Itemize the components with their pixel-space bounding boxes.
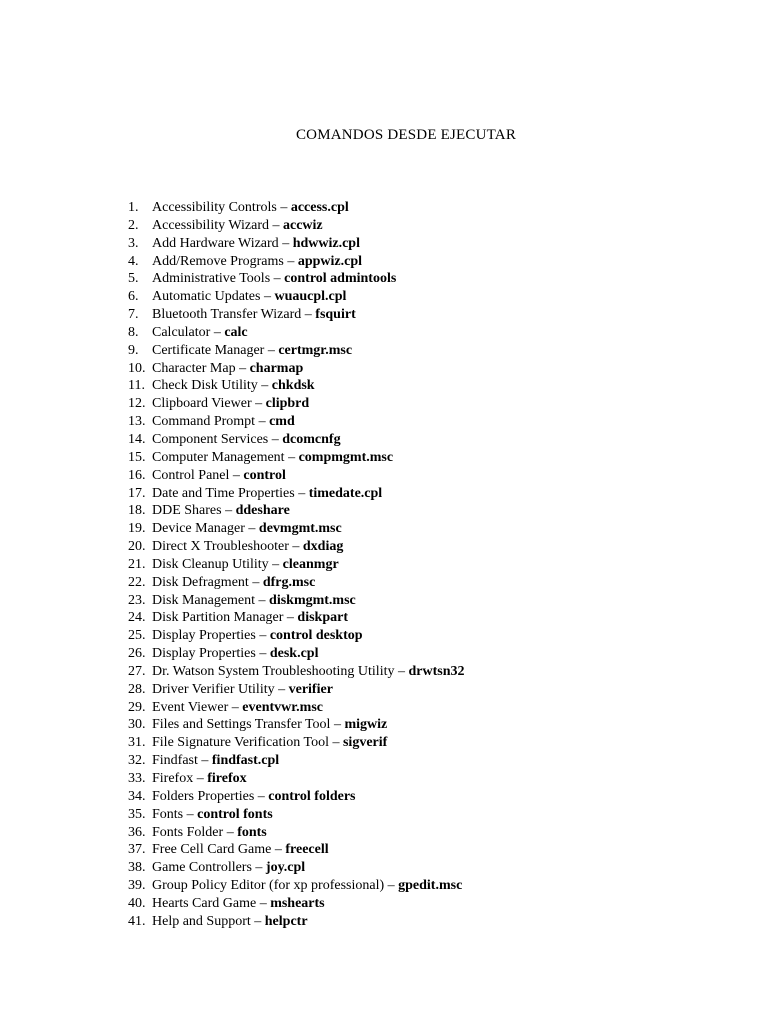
list-item-label: Dr. Watson System Troubleshooting Utility	[152, 663, 395, 679]
list-item	[128, 538, 465, 556]
list-item-number: 34.	[128, 788, 146, 804]
list-item-command: diskmgmt.msc	[269, 592, 356, 608]
list-item-separator: –	[197, 753, 212, 769]
list-item-command: clipbrd	[265, 396, 310, 412]
list-item-command: eventvwr.msc	[242, 699, 324, 715]
list-item-number: 7.	[128, 307, 139, 323]
list-item-number: 27.	[128, 663, 146, 679]
list-item-label: Command Prompt	[152, 414, 256, 430]
list-item-command: certmgr.msc	[278, 342, 353, 358]
list-item	[128, 841, 465, 859]
page-title: COMANDOS DESDE EJECUTAR	[295, 127, 517, 143]
list-item-number: 22.	[128, 574, 146, 590]
list-item-label: Hearts Card Game	[152, 895, 257, 911]
list-item-separator: –	[283, 610, 298, 626]
list-item-label: Disk Defragment	[152, 574, 249, 590]
list-item	[128, 270, 465, 288]
list-item-separator: –	[210, 324, 225, 340]
list-item-separator: –	[268, 217, 283, 233]
list-item-number: 12.	[128, 396, 146, 412]
list-item-separator: –	[283, 253, 298, 269]
list-item-command: calc	[224, 324, 248, 340]
list-item-label: DDE Shares	[152, 503, 222, 519]
list-item-label: Accessibility Controls	[152, 200, 277, 215]
list-item-command: dfrg.msc	[262, 574, 316, 590]
list-item-separator: –	[328, 735, 343, 751]
list-item-number: 10.	[128, 360, 146, 376]
list-item	[128, 716, 465, 734]
list-item-command: fsquirt	[315, 307, 356, 323]
list-item-number: 30.	[128, 717, 146, 733]
list-item	[128, 467, 465, 485]
list-item-command: gpedit.msc	[398, 878, 463, 894]
list-item-label: Control Panel	[152, 467, 230, 483]
list-item-separator: –	[183, 806, 198, 822]
list-item-separator: –	[255, 414, 270, 430]
list-item-number: 3.	[128, 235, 139, 251]
list-item-separator: –	[255, 646, 270, 662]
list-item-label: Free Cell Card Game	[152, 842, 272, 858]
list-item-number: 24.	[128, 610, 146, 626]
list-item-separator: –	[288, 539, 303, 555]
list-item-separator: –	[256, 895, 271, 911]
list-item-separator: –	[257, 378, 272, 394]
list-item	[128, 253, 465, 271]
list-item-number: 18.	[128, 503, 146, 519]
list-item-label: Driver Verifier Utility	[152, 681, 275, 697]
list-item-label: Administrative Tools	[152, 271, 271, 287]
list-item-number: 14.	[128, 431, 146, 447]
list-item-label: Automatic Updates	[152, 289, 261, 305]
list-item	[128, 788, 465, 806]
list-item-label: Group Policy Editor (for xp professional)	[152, 878, 385, 894]
list-item	[128, 413, 465, 431]
list-item	[128, 645, 465, 663]
list-item-separator: –	[394, 663, 409, 679]
list-item-command: sigverif	[342, 735, 388, 751]
list-item	[128, 681, 465, 699]
list-item-label: Accessibility Wizard	[152, 217, 269, 233]
list-item-separator: –	[264, 342, 279, 358]
list-item-separator: –	[251, 860, 266, 876]
list-item	[128, 770, 465, 788]
list-item-number: 38.	[128, 860, 146, 876]
list-item-command: charmap	[249, 360, 304, 376]
list-item-separator: –	[271, 842, 286, 858]
list-item-label: Date and Time Properties	[152, 485, 295, 501]
list-item-command: chkdsk	[271, 378, 315, 394]
list-item	[128, 324, 465, 342]
list-item-number: 13.	[128, 414, 146, 430]
list-item	[128, 663, 465, 681]
list-item	[128, 449, 465, 467]
list-item-label: Direct X Troubleshooter	[152, 539, 289, 555]
list-item	[128, 859, 465, 877]
list-item	[128, 360, 465, 378]
list-item-separator: –	[330, 717, 345, 733]
list-item-number: 11.	[128, 378, 145, 394]
list-item-separator: –	[268, 431, 283, 447]
list-item	[128, 609, 465, 627]
list-item-number: 29.	[128, 699, 146, 715]
list-item	[128, 431, 465, 449]
list-item-number: 9.	[128, 342, 139, 358]
list-item-number: 31.	[128, 735, 146, 751]
list-item-separator: –	[235, 360, 250, 376]
list-item-number: 39.	[128, 878, 146, 894]
list-item-number: 23.	[128, 592, 146, 608]
list-item	[128, 592, 465, 610]
list-item-number: 26.	[128, 646, 146, 662]
list-item-label: Display Properties	[152, 628, 256, 644]
list-item	[128, 199, 465, 217]
list-item-separator: –	[254, 788, 269, 804]
list-item-label: Add Hardware Wizard	[152, 235, 279, 251]
list-item-number: 40.	[128, 895, 146, 911]
list-item	[128, 556, 465, 574]
list-item-separator: –	[221, 503, 236, 519]
list-item-command: findfast.cpl	[211, 753, 280, 769]
list-item-label: Bluetooth Transfer Wizard	[152, 307, 302, 323]
list-item-command: control desktop	[269, 628, 363, 644]
list-item-number: 41.	[128, 913, 146, 929]
list-item	[128, 377, 465, 395]
list-item	[128, 235, 465, 253]
list-item-command: verifier	[288, 681, 333, 697]
list-item-separator: –	[255, 592, 270, 608]
list-item-command: timedate.cpl	[308, 485, 383, 501]
list-item-number: 28.	[128, 681, 146, 697]
list-item	[128, 824, 465, 842]
list-item-label: Disk Cleanup Utility	[152, 556, 269, 572]
list-item-number: 5.	[128, 271, 139, 287]
list-item-number: 1.	[128, 200, 139, 215]
list-item-number: 8.	[128, 324, 139, 340]
list-item-command: firefox	[207, 771, 247, 786]
list-item	[128, 627, 465, 645]
list-item-command: dxdiag	[302, 539, 344, 555]
list-item-label: File Signature Verification Tool	[152, 735, 329, 751]
list-item-separator: –	[251, 396, 266, 412]
list-item-label: Add/Remove Programs	[152, 253, 284, 269]
list-item-command: control admintools	[284, 271, 397, 287]
list-item-separator: –	[255, 628, 270, 644]
list-item-number: 15.	[128, 449, 146, 465]
list-item-number: 19.	[128, 521, 146, 537]
list-item	[128, 574, 465, 592]
list-item	[128, 913, 465, 931]
list-item	[128, 395, 465, 413]
list-item-label: Firefox	[152, 771, 194, 786]
list-item-separator: –	[268, 556, 283, 572]
list-item-command: compmgmt.msc	[298, 449, 394, 465]
list-item-command: control	[243, 467, 286, 483]
list-item-separator: –	[301, 307, 316, 323]
list-item-label: Disk Management	[152, 592, 256, 608]
list-item-label: Computer Management	[152, 449, 285, 465]
list-item	[128, 877, 465, 895]
list-item-label: Help and Support	[152, 913, 251, 929]
list-item	[128, 485, 465, 503]
list-item-number: 21.	[128, 556, 146, 572]
list-item-number: 25.	[128, 628, 146, 644]
list-item-separator: –	[260, 289, 275, 305]
list-item-separator: –	[229, 467, 244, 483]
list-item-label: Fonts Folder	[152, 824, 224, 840]
list-item-label: Files and Settings Transfer Tool	[152, 717, 331, 733]
list-item-separator: –	[284, 449, 299, 465]
list-item	[128, 895, 465, 913]
list-item-label: Fonts	[152, 806, 184, 822]
list-item-command: dcomcnfg	[282, 431, 341, 447]
list-item-number: 35.	[128, 806, 146, 822]
list-item-command: drwtsn32	[408, 663, 465, 679]
list-item-command: ddeshare	[235, 503, 290, 519]
list-item-separator: –	[228, 699, 243, 715]
list-item-label: Calculator	[152, 324, 211, 340]
list-item-command: appwiz.cpl	[297, 253, 363, 269]
list-item-separator: –	[250, 913, 265, 929]
list-item	[128, 520, 465, 538]
list-item-label: Disk Partition Manager	[152, 610, 284, 626]
list-item-command: freecell	[285, 842, 329, 858]
list-item	[128, 806, 465, 824]
list-item-label: Check Disk Utility	[152, 378, 258, 394]
command-list	[128, 199, 465, 931]
list-item-number: 2.	[128, 217, 139, 233]
list-item-separator: –	[274, 681, 289, 697]
list-item-command: wuaucpl.cpl	[274, 289, 347, 305]
list-item-number: 32.	[128, 753, 146, 769]
list-item-number: 4.	[128, 253, 139, 269]
list-item-label: Character Map	[152, 360, 236, 376]
list-item-separator: –	[270, 271, 285, 287]
list-item-label: Game Controllers	[152, 860, 252, 876]
list-item-command: control fonts	[197, 806, 273, 822]
list-item	[128, 502, 465, 520]
list-item-number: 16.	[128, 467, 146, 483]
list-item	[128, 752, 465, 770]
list-item-command: desk.cpl	[269, 646, 319, 662]
list-item-separator: –	[248, 574, 263, 590]
list-item-number: 6.	[128, 289, 139, 305]
list-item-label: Device Manager	[152, 521, 245, 537]
list-item-number: 36.	[128, 824, 146, 840]
list-item-separator: –	[294, 485, 309, 501]
list-item-label: Folders Properties	[152, 788, 255, 804]
list-item-separator: –	[278, 235, 293, 251]
list-item-command: fonts	[237, 824, 267, 840]
list-item-command: helpctr	[264, 913, 308, 929]
list-item-number: 17.	[128, 485, 146, 501]
list-item-separator: –	[276, 200, 291, 215]
list-item-command: accwiz	[282, 217, 323, 233]
list-item-command: control folders	[268, 788, 356, 804]
list-item-label: Event Viewer	[152, 699, 229, 715]
list-item	[128, 306, 465, 324]
list-item-label: Certificate Manager	[152, 342, 265, 358]
list-item-number: 33.	[128, 771, 146, 786]
list-item	[128, 342, 465, 360]
list-item-command: hdwwiz.cpl	[292, 235, 360, 251]
list-item-number: 37.	[128, 842, 146, 858]
list-item-label: Component Services	[152, 431, 269, 447]
list-item-command: devmgmt.msc	[258, 521, 342, 537]
list-item-separator: –	[223, 824, 238, 840]
list-item-command: diskpart	[297, 610, 348, 626]
list-item-number: 20.	[128, 539, 146, 555]
list-item-command: migwiz	[344, 717, 388, 733]
list-item-command: mshearts	[270, 895, 325, 911]
list-item-label: Clipboard Viewer	[152, 396, 252, 412]
list-item-label: Findfast	[152, 753, 198, 769]
list-item-separator: –	[384, 878, 399, 894]
list-item-label: Display Properties	[152, 646, 256, 662]
list-item-command: access.cpl	[290, 200, 349, 215]
list-item-command: cmd	[269, 414, 295, 430]
list-item	[128, 288, 465, 306]
list-item-command: joy.cpl	[265, 860, 306, 876]
list-item	[128, 734, 465, 752]
list-item	[128, 217, 465, 235]
list-item-separator: –	[193, 771, 208, 786]
list-item-command: cleanmgr	[282, 556, 339, 572]
list-item-separator: –	[244, 521, 259, 537]
list-item	[128, 699, 465, 717]
